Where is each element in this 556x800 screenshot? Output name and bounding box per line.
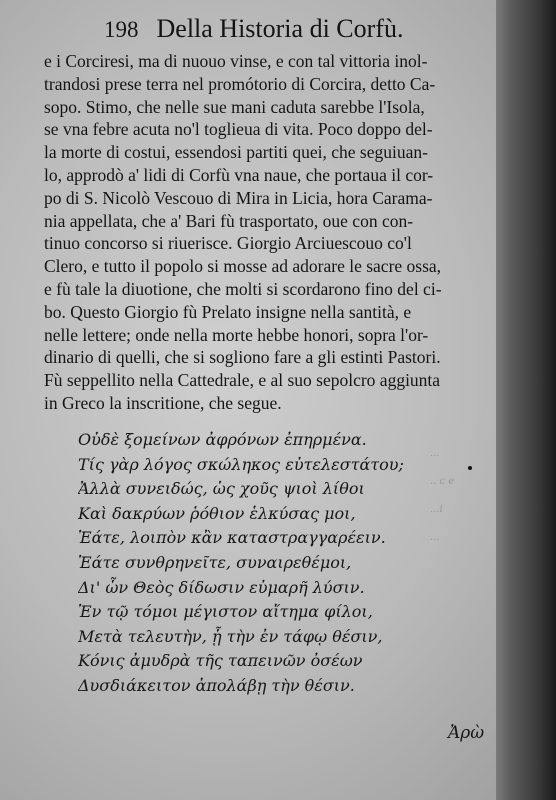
body-line: lo, approdò a' lidi di Corfù vna naue, che portaua il cor- [44, 164, 434, 185]
inscription-line: Κόνις ἀμυδρὰ τῆς ταπεινῶν ὀσέων [78, 651, 363, 671]
inscription-line: Καὶ δακρύων ῥόθιον ἑλκύσας μοι, [78, 503, 356, 523]
inscription-line: Τίς γὰρ λόγος σκώληκος εὐτελεστάτου; [78, 454, 404, 474]
inscription-line: Δυσδιάκειτον ἀπολάβῃ τὴν θέσιν. [78, 675, 355, 695]
body-line: in Greco la inscritione, che segue. [44, 392, 282, 413]
body-line: e fù tale la diuotione, che molti si scordarono fino del ci- [44, 278, 442, 299]
running-title: Della Historia di Corfù. [156, 14, 404, 43]
bleed-through-text: ... .. c e ...i ... [430, 448, 455, 543]
inscription-line: Ἀλλὰ συνειδώς, ὡς χοῦς ψιοὶ λίθοι [78, 479, 365, 499]
inscription-line: Ἐάτε συνθρηνεῖτε, συναιρεθέμοι, [78, 552, 352, 572]
body-line: Fù seppellito nella Cattedrale, e al suo sepolcro aggiunta [44, 370, 441, 391]
running-header [104, 14, 403, 44]
greek-inscription [78, 428, 498, 699]
body-line: nelle lettere; onde nella morte hebbe honori, sopra l'or- [44, 324, 429, 345]
body-line: trandosi prese terra nel promótorio di Corcira, detto Ca- [44, 73, 436, 94]
body-line: e i Corciresi, ma di nuouo vinse, e con tal vittoria inol- [44, 51, 428, 71]
body-line: po di S. Nicolò Vescouo di Mira in Licia, hora Carama- [44, 187, 433, 208]
ink-speck [468, 466, 472, 470]
page-number: 198 [104, 17, 139, 42]
inscription-line: Ἐν τῷ τόμοι μέγιστον αἴτημα φίλοι, [78, 602, 373, 622]
catchword: Ἀρὼ [448, 723, 485, 743]
body-line: nia appellata, che a' Bari fù trasportato, oue con con- [44, 210, 414, 231]
body-line: tinuo concorso si riuerisce. Giorgio Arciuescouo co'l [44, 233, 412, 254]
body-line: dinario di quelli, che si sogliono fare a gli estinti Pastori. [44, 347, 441, 368]
body-line: se vna febre acuta no'l toglieua di vita. Poco doppo del- [44, 119, 433, 140]
body-paragraph [44, 50, 504, 415]
body-line: Clero, e tutto il popolo si mosse ad adorare le sacre ossa, [44, 256, 442, 277]
inscription-line: Οὐδὲ ξομείνων ἀφρόνων ἐπηρμένα. [78, 430, 367, 449]
inscription-line: Δι' ὧν Θεὸς δίδωσιν εὐμαρῆ λύσιν. [78, 577, 365, 597]
body-line: la morte di costui, essendosi partiti quei, che seguiuan- [44, 142, 428, 163]
inscription-line: Μετὰ τελευτὴν, ᾗ τὴν ἐν τάφῳ θέσιν, [78, 626, 383, 646]
facing-page-edge [496, 0, 556, 800]
body-line: bo. Questo Giorgio fù Prelato insigne nella santità, e [44, 301, 412, 322]
inscription-line: Ἐάτε, λοιπὸν κἂν καταστραγγαρέειν. [78, 528, 386, 548]
body-line: sopo. Stimo, che nelle sue mani caduta sarebbe l'Isola, [44, 96, 425, 117]
